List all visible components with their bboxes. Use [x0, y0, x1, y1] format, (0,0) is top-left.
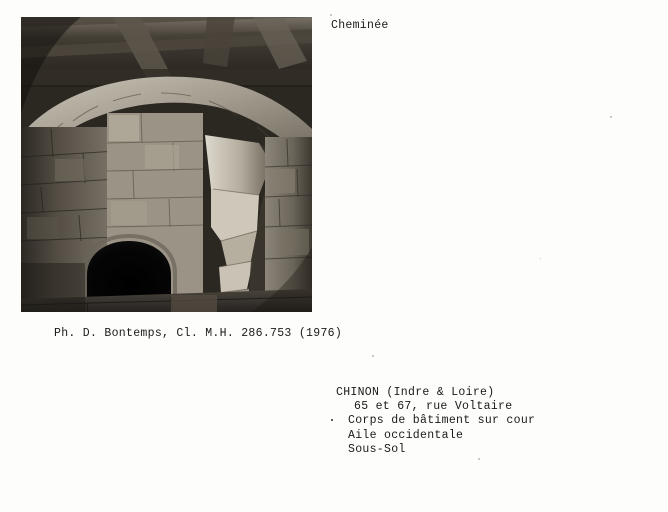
location-street: 65 et 67, rue Voltaire	[354, 400, 513, 414]
location-wing: Aile occidentale	[348, 428, 464, 442]
scan-speck	[540, 258, 541, 259]
identification-block	[336, 386, 535, 457]
photograph	[21, 17, 312, 312]
subject-label: Cheminée	[331, 19, 389, 32]
bullet-marker	[331, 419, 333, 421]
cellar-fireplace-photo	[21, 17, 312, 312]
scan-speck	[372, 355, 374, 357]
scan-speck	[330, 14, 332, 16]
photo-credit-caption: Ph. D. Bontemps, Cl. M.H. 286.753 (1976)	[54, 327, 343, 340]
location-level: Sous-Sol	[348, 442, 406, 456]
scan-speck	[610, 116, 612, 118]
scan-speck	[478, 458, 480, 460]
location-city: CHINON (Indre & Loire)	[336, 386, 495, 399]
location-building: Corps de bâtiment sur cour	[348, 414, 536, 428]
